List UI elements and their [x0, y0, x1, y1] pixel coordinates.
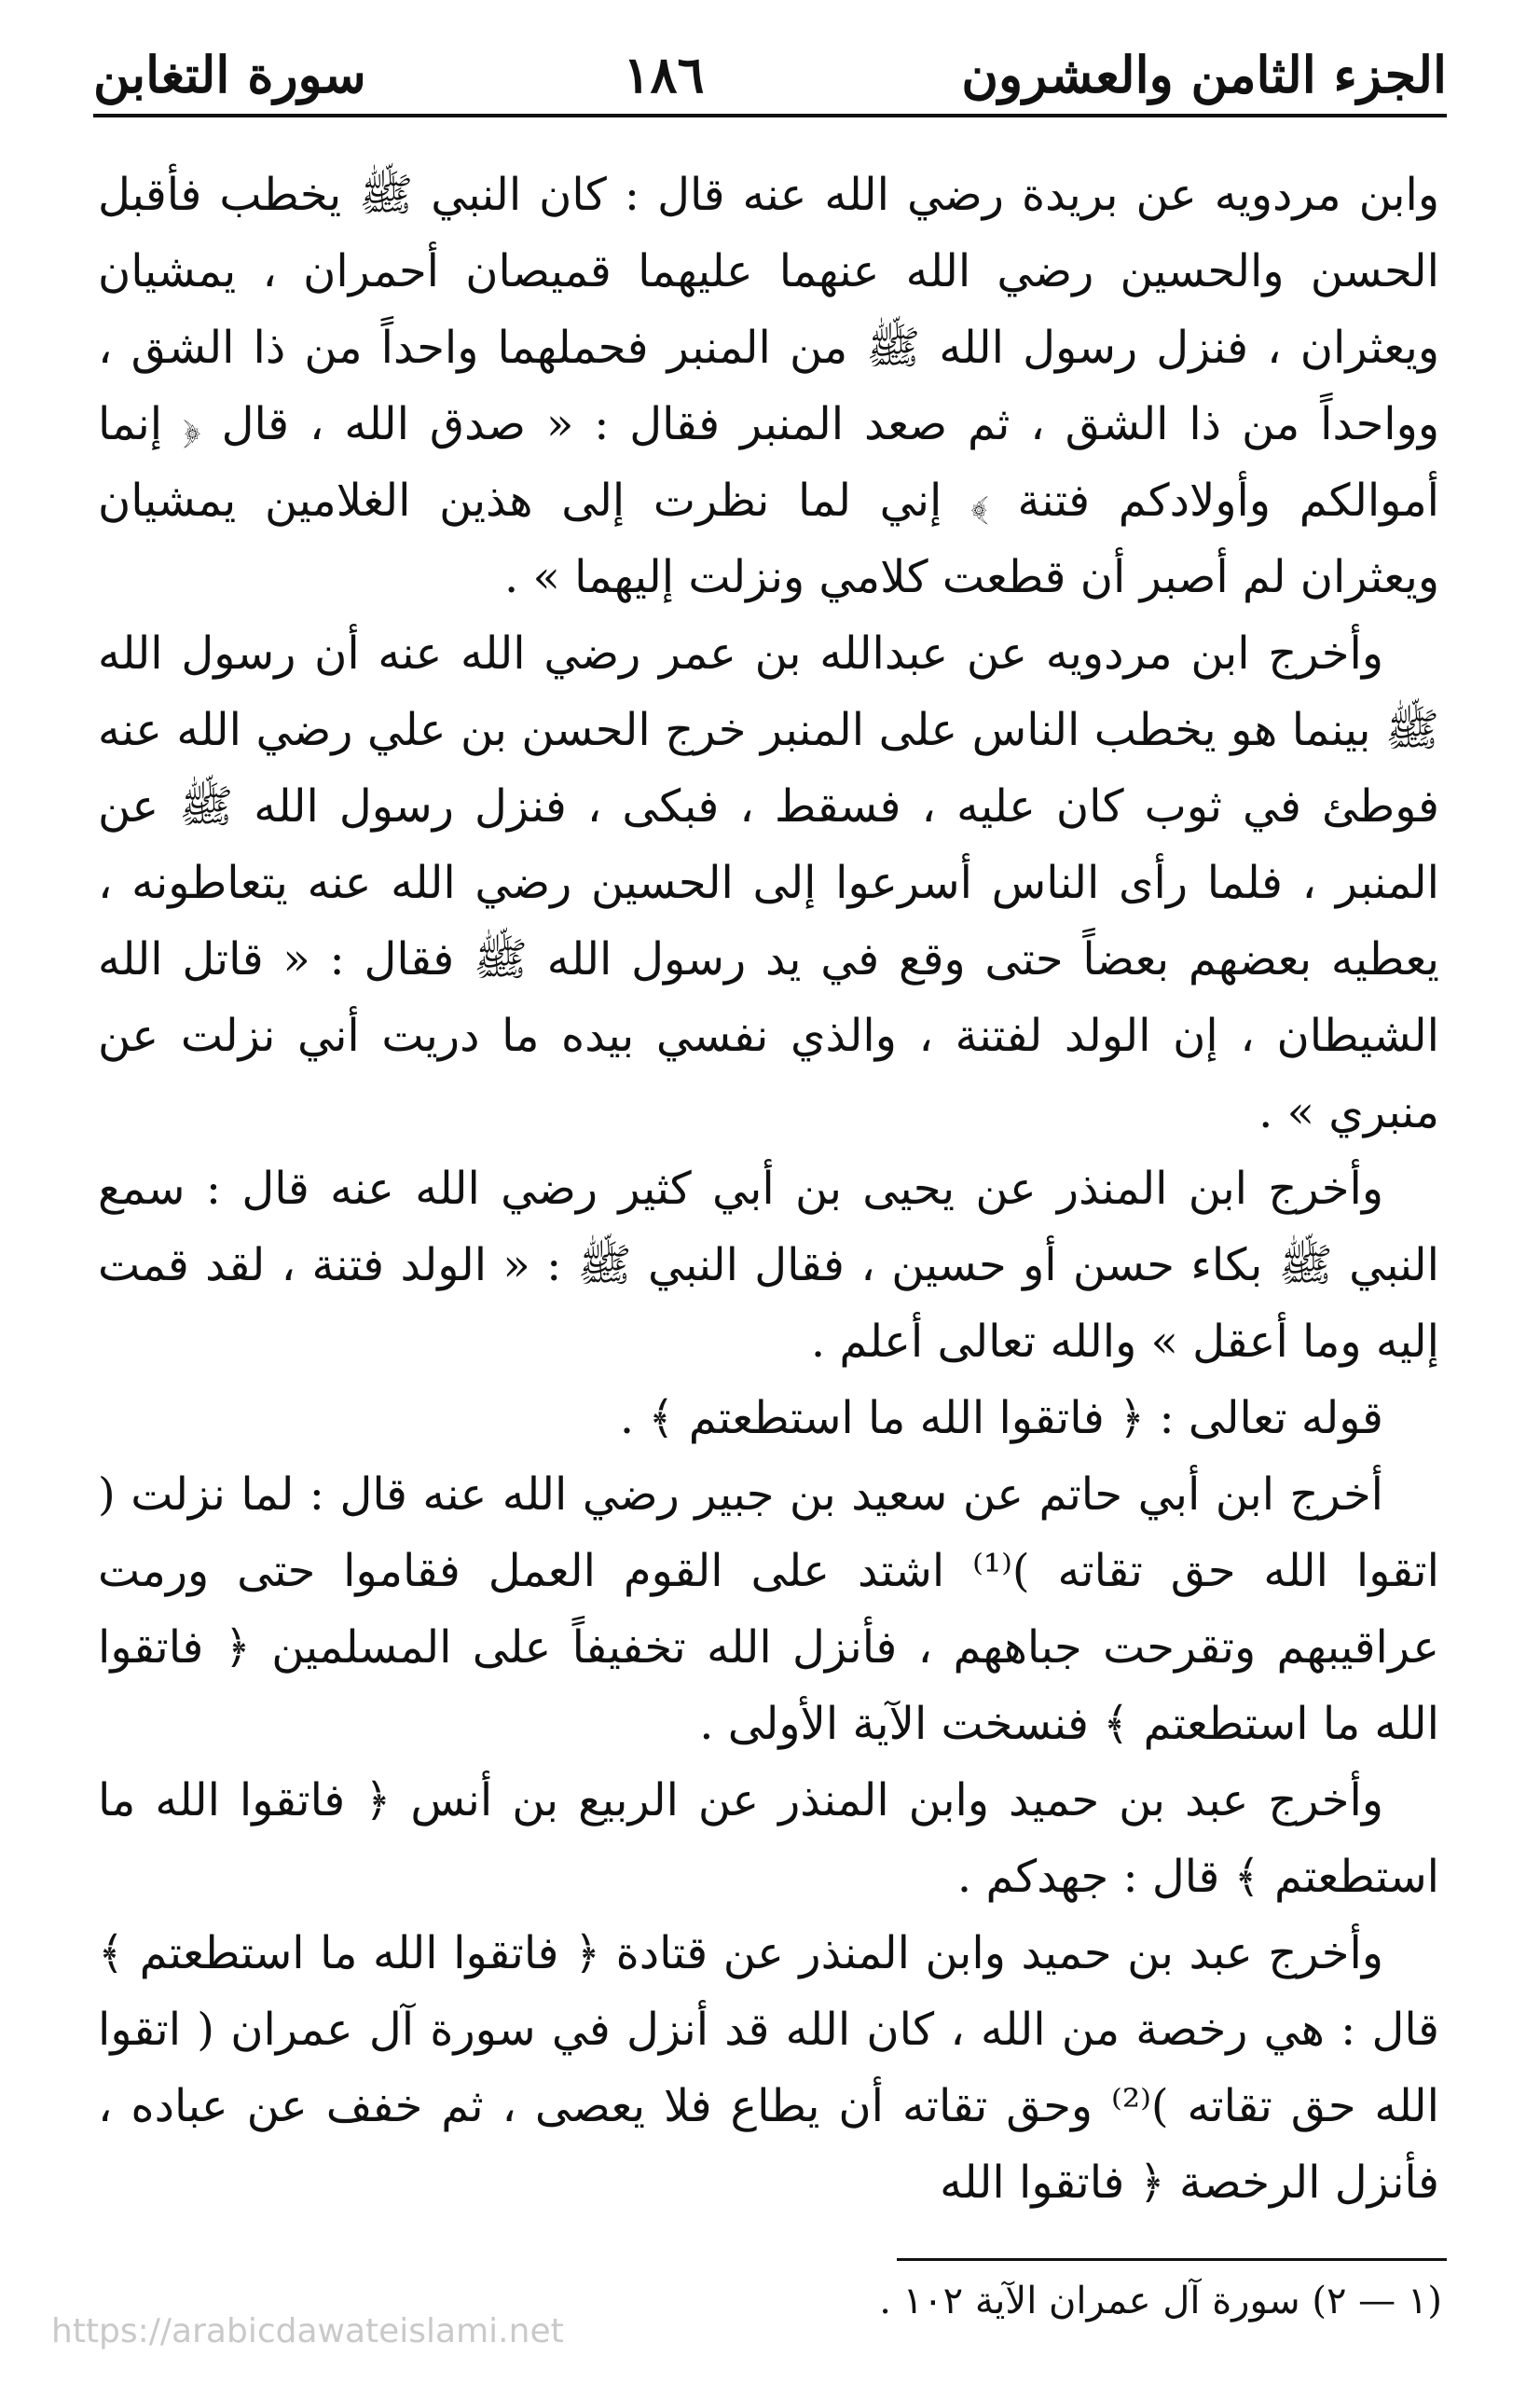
paragraph: وابن مردويه عن بريدة رضي الله عنه قال : كان النبي ﷺ يخطب فأقبل الحسن والحسين رضي الله عنهما عليهما قميصان أحمران ، يمشيان ويعثران ، فنزل رسول الله ﷺ من المنبر فحملهما واحداً من ذا الشق ، وواحداً من ذا الشق ، ثم صعد المنبر فقال : « صدق الله ، قال ﴿ إنما أموالكم وأولادكم فتنة ﴾ إني لما نظرت إلى هذين الغلامين يمشيان ويعثران لم أصبر أن قطعت كلامي ونزلت إليهما » . — [98, 169, 1439, 603]
footnote-divider — [897, 2258, 1447, 2261]
header-divider — [93, 114, 1447, 117]
paragraph: وأخرج عبد بن حميد وابن المنذر عن قتادة ﴿ فاتقوا الله ما استطعتم ﴾ قال : هي رخصة من الله ، كان الله قد أنزل في سورة آل عمران ( اتقوا الله حق تقاته )⁽²⁾ وحق تقاته أن يطاع فلا يعصى ، ثم خفف عن عباده ، فأنزل الرخصة ﴿ فاتقوا الله — [98, 1927, 1440, 2209]
paragraph: وأخرج ابن المنذر عن يحيى بن أبي كثير رضي الله عنه قال : سمع النبي ﷺ بكاء حسن أو حسين ، فقال النبي ﷺ : « الولد فتنة ، لقد قمت إليه وما أعقل » والله تعالى أعلم . — [98, 1163, 1439, 1368]
paragraph: أخرج ابن أبي حاتم عن سعيد بن جبير رضي الله عنه قال : لما نزلت ( اتقوا الله حق تقاته )⁽¹⁾ اشتد على القوم العمل فقاموا حتى ورمت عراقيبهم وتقرحت جباههم ، فأنزل الله تخفيفاً على المسلمين ﴿ فاتقوا الله ما استطعتم ﴾ فنسخت الآية الأولى . — [98, 1468, 1440, 1750]
part-title: الجزء الثامن والعشرون — [961, 45, 1447, 104]
page-number: ١٨٦ — [623, 45, 705, 104]
paragraph: قوله تعالى : ﴿ فاتقوا الله ما استطعتم ﴾ . — [619, 1392, 1383, 1444]
surah-title: سورة التغابن — [93, 45, 366, 104]
watermark-url: https://arabicdawateislami.net — [51, 2312, 564, 2350]
paragraph: وأخرج عبد بن حميد وابن المنذر عن الربيع بن أنس ﴿ فاتقوا الله ما استطعتم ﴾ قال : جهدكم . — [98, 1774, 1439, 1903]
page-header — [93, 28, 1447, 121]
paragraph: وأخرج ابن مردويه عن عبدالله بن عمر رضي الله عنه أن رسول الله ﷺ بينما هو يخطب الناس على المنبر خرج الحسن بن علي رضي الله عنه فوطئ في ثوب كان عليه ، فسقط ، فبكى ، فنزل رسول الله ﷺ عن المنبر ، فلما رأى الناس أسرعوا إلى الحسين رضي الله عنه يتعاطونه ، يعطيه بعضهم بعضاً حتى وقع في يد رسول الله ﷺ فقال : « قاتل الله الشيطان ، إن الولد لفتنة ، والذي نفسي بيده ما دريت أني نزلت عن منبري » . — [98, 627, 1439, 1138]
footnote: (١ — ٢) سورة آل عمران الآية ١٠٢ . — [879, 2280, 1442, 2322]
main-text — [98, 157, 1439, 2221]
